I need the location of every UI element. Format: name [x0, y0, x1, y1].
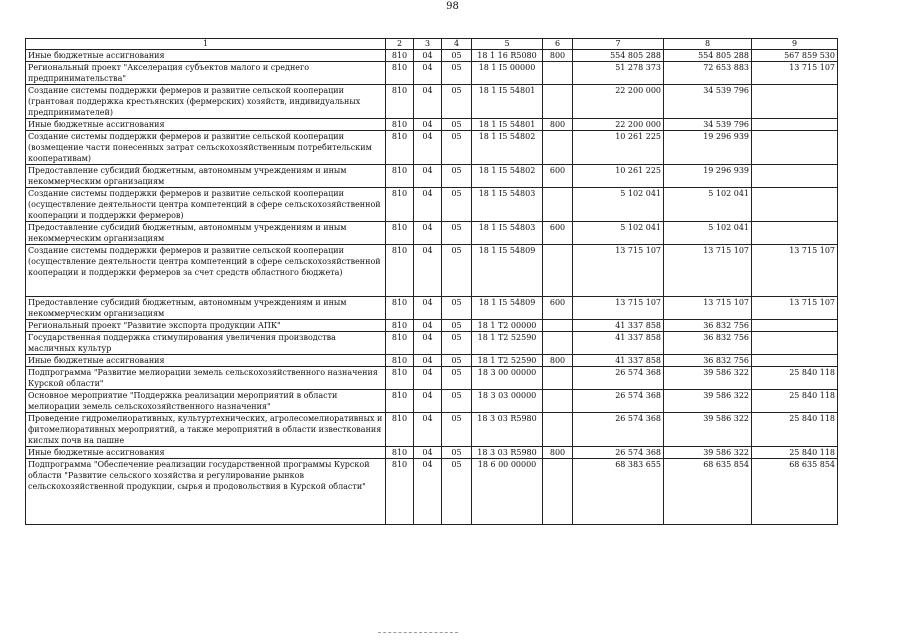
- cell-col-5: 18 1 I5 54801: [472, 119, 543, 131]
- row-name-cell: Иные бюджетные ассигнования: [26, 355, 386, 367]
- cell-col-8: 36 832 756: [664, 320, 752, 332]
- cell-col-7: 51 278 373: [573, 62, 664, 85]
- cell-col-7: 13 715 107: [573, 297, 664, 320]
- row-name-cell: Проведение гидромелиоративных, культуртехнических, агролесомелиоративных и фитомелиоративных мероприятий, а также мероприятий в области известкования кислых почв на пашне: [26, 413, 386, 447]
- table-row: [26, 62, 838, 85]
- cell-col-6: 800: [543, 119, 573, 131]
- cell-col-9: [752, 188, 838, 222]
- cell-col-8: 36 832 756: [664, 355, 752, 367]
- cell-col-6: [543, 188, 573, 222]
- cell-col-3: 04: [414, 165, 442, 188]
- cell-col-5: 18 1 I5 54803: [472, 222, 543, 245]
- table-row: [26, 390, 838, 413]
- table-row: [26, 355, 838, 367]
- cell-col-5: 18 1 I5 54802: [472, 165, 543, 188]
- cell-col-7: 26 574 368: [573, 367, 664, 390]
- cell-col-3: 04: [414, 222, 442, 245]
- cell-col-2: 810: [386, 131, 414, 165]
- cell-col-5: 18 1 T2 00000: [472, 320, 543, 332]
- cell-col-8: 13 715 107: [664, 297, 752, 320]
- cell-col-5: 18 1 I5 54801: [472, 85, 543, 119]
- cell-col-7: 5 102 041: [573, 188, 664, 222]
- cell-col-4: 05: [442, 119, 472, 131]
- cell-col-8: 19 296 939: [664, 131, 752, 165]
- row-name-cell: Основное мероприятие "Поддержка реализации мероприятий в области мелиорации земель сельскохозяйственного назначения": [26, 390, 386, 413]
- cell-col-4: 05: [442, 245, 472, 297]
- table-body: [26, 50, 838, 525]
- row-name-cell: Подпрограмма "Обеспечение реализации государственной программы Курской области "Развитие сельского хозяйства и регулирование рынков сельскохозяйственной продукции, сырья и продовольствия в Курской области": [26, 459, 386, 525]
- cell-col-2: 810: [386, 459, 414, 525]
- column-header-3: 3: [414, 39, 442, 50]
- row-name-cell: Создание системы поддержки фермеров и развитие сельской кооперации (возмещение части понесенных затрат сельскохозяйственным потребительским кооперативам): [26, 131, 386, 165]
- row-name-cell: Государственная поддержка стимулирования увеличения производства масличных культур: [26, 332, 386, 355]
- table-row: [26, 188, 838, 222]
- cell-col-3: 04: [414, 297, 442, 320]
- cell-col-7: 22 200 000: [573, 85, 664, 119]
- cell-col-6: [543, 320, 573, 332]
- cell-col-2: 810: [386, 85, 414, 119]
- cell-col-2: 810: [386, 320, 414, 332]
- cell-col-8: 34 539 796: [664, 119, 752, 131]
- row-name-cell: Иные бюджетные ассигнования: [26, 447, 386, 459]
- row-name-cell: Создание системы поддержки фермеров и развитие сельской кооперации (грантовая поддержка крестьянских (фермерских) хозяйств, индивидуальных предпринимателей): [26, 85, 386, 119]
- cell-col-5: 18 3 03 R5980: [472, 447, 543, 459]
- cell-col-6: [543, 390, 573, 413]
- cell-col-6: 600: [543, 165, 573, 188]
- cell-col-5: 18 6 00 00000: [472, 459, 543, 525]
- budget-table: [25, 38, 838, 525]
- cell-col-3: 04: [414, 459, 442, 525]
- cell-col-7: 5 102 041: [573, 222, 664, 245]
- cell-col-5: 18 3 03 R5980: [472, 413, 543, 447]
- header-row: [26, 39, 838, 50]
- cell-col-4: 05: [442, 222, 472, 245]
- cell-col-3: 04: [414, 131, 442, 165]
- cell-col-9: [752, 320, 838, 332]
- cell-col-6: [543, 413, 573, 447]
- cell-col-4: 05: [442, 413, 472, 447]
- cell-col-7: 13 715 107: [573, 245, 664, 297]
- table-row: [26, 222, 838, 245]
- cell-col-5: 18 1 T2 52590: [472, 332, 543, 355]
- cell-col-4: 05: [442, 320, 472, 332]
- column-header-4: 4: [442, 39, 472, 50]
- column-header-5: 5: [472, 39, 543, 50]
- cell-col-6: 600: [543, 297, 573, 320]
- cell-col-8: 34 539 796: [664, 85, 752, 119]
- cell-col-3: 04: [414, 390, 442, 413]
- cell-col-2: 810: [386, 332, 414, 355]
- cell-col-5: 18 3 03 00000: [472, 390, 543, 413]
- cell-col-9: 13 715 107: [752, 62, 838, 85]
- cell-col-4: 05: [442, 188, 472, 222]
- cell-col-9: 567 859 530: [752, 50, 838, 62]
- cell-col-4: 05: [442, 131, 472, 165]
- cell-col-7: 554 805 288: [573, 50, 664, 62]
- cell-col-9: [752, 355, 838, 367]
- cell-col-3: 04: [414, 367, 442, 390]
- cell-col-3: 04: [414, 85, 442, 119]
- cell-col-2: 810: [386, 188, 414, 222]
- cell-col-2: 810: [386, 119, 414, 131]
- cell-col-8: 39 586 322: [664, 390, 752, 413]
- cell-col-8: 68 635 854: [664, 459, 752, 525]
- cell-col-9: [752, 165, 838, 188]
- table-row: [26, 459, 838, 525]
- cell-col-5: 18 1 T2 52590: [472, 355, 543, 367]
- table-row: [26, 367, 838, 390]
- cell-col-9: 25 840 118: [752, 447, 838, 459]
- cell-col-8: 72 653 883: [664, 62, 752, 85]
- row-name-cell: Предоставление субсидий бюджетным, автономным учреждениям и иным некоммерческим организациям: [26, 222, 386, 245]
- cell-col-8: 5 102 041: [664, 222, 752, 245]
- cell-col-2: 810: [386, 165, 414, 188]
- cell-col-2: 810: [386, 222, 414, 245]
- cell-col-3: 04: [414, 332, 442, 355]
- cell-col-4: 05: [442, 332, 472, 355]
- cell-col-9: 25 840 118: [752, 390, 838, 413]
- row-name-cell: Предоставление субсидий бюджетным, автономным учреждениям и иным некоммерческим организациям: [26, 165, 386, 188]
- table-row: [26, 413, 838, 447]
- table-row: [26, 85, 838, 119]
- table-row: [26, 245, 838, 297]
- cell-col-9: 68 635 854: [752, 459, 838, 525]
- cell-col-9: 13 715 107: [752, 297, 838, 320]
- column-header-1: 1: [26, 39, 386, 50]
- cell-col-2: 810: [386, 413, 414, 447]
- column-header-6: 6: [543, 39, 573, 50]
- cell-col-6: [543, 85, 573, 119]
- cell-col-3: 04: [414, 245, 442, 297]
- row-name-cell: Предоставление субсидий бюджетным, автономным учреждениям и иным некоммерческим организациям: [26, 297, 386, 320]
- table-row: [26, 447, 838, 459]
- cell-col-3: 04: [414, 320, 442, 332]
- cell-col-2: 810: [386, 355, 414, 367]
- row-name-cell: Иные бюджетные ассигнования: [26, 119, 386, 131]
- cell-col-7: 68 383 655: [573, 459, 664, 525]
- cell-col-7: 26 574 368: [573, 390, 664, 413]
- cell-col-4: 05: [442, 355, 472, 367]
- cell-col-5: 18 3 00 00000: [472, 367, 543, 390]
- cell-col-5: 18 1 I5 54803: [472, 188, 543, 222]
- cell-col-9: [752, 222, 838, 245]
- cell-col-9: [752, 119, 838, 131]
- table-row: [26, 297, 838, 320]
- cell-col-7: 26 574 368: [573, 413, 664, 447]
- cell-col-3: 04: [414, 355, 442, 367]
- cell-col-2: 810: [386, 367, 414, 390]
- cell-col-7: 10 261 225: [573, 165, 664, 188]
- cell-col-5: 18 1 I5 54809: [472, 297, 543, 320]
- cell-col-6: [543, 245, 573, 297]
- cell-col-8: 19 296 939: [664, 165, 752, 188]
- cell-col-6: 600: [543, 222, 573, 245]
- cell-col-5: 18 1 I5 54802: [472, 131, 543, 165]
- cell-col-8: 5 102 041: [664, 188, 752, 222]
- cell-col-8: 36 832 756: [664, 332, 752, 355]
- column-header-8: 8: [664, 39, 752, 50]
- cell-col-3: 04: [414, 62, 442, 85]
- cell-col-6: 800: [543, 355, 573, 367]
- cell-col-8: 39 586 322: [664, 367, 752, 390]
- cell-col-2: 810: [386, 447, 414, 459]
- cell-col-4: 05: [442, 390, 472, 413]
- cell-col-4: 05: [442, 459, 472, 525]
- column-header-2: 2: [386, 39, 414, 50]
- column-header-9: 9: [752, 39, 838, 50]
- cell-col-2: 810: [386, 62, 414, 85]
- cell-col-6: 800: [543, 50, 573, 62]
- cell-col-6: [543, 332, 573, 355]
- cell-col-3: 04: [414, 413, 442, 447]
- cell-col-6: [543, 62, 573, 85]
- cell-col-4: 05: [442, 50, 472, 62]
- table-row: [26, 332, 838, 355]
- cell-col-9: [752, 332, 838, 355]
- column-header-7: 7: [573, 39, 664, 50]
- cell-col-8: 39 586 322: [664, 447, 752, 459]
- table-row: [26, 50, 838, 62]
- cell-col-9: [752, 131, 838, 165]
- cell-col-2: 810: [386, 245, 414, 297]
- cell-col-6: [543, 459, 573, 525]
- table-row: [26, 165, 838, 188]
- table-row: [26, 119, 838, 131]
- cell-col-7: 22 200 000: [573, 119, 664, 131]
- cell-col-9: 25 840 118: [752, 413, 838, 447]
- table-row: [26, 320, 838, 332]
- row-name-cell: Создание системы поддержки фермеров и развитие сельской кооперации (осуществление деятельности центра компетенций в сфере сельскохозяйственной кооперации и поддержки фермеров): [26, 188, 386, 222]
- cell-col-3: 04: [414, 50, 442, 62]
- cell-col-5: 18 1 I5 00000: [472, 62, 543, 85]
- cell-col-9: [752, 85, 838, 119]
- cell-col-2: 810: [386, 390, 414, 413]
- row-name-cell: Региональный проект "Развитие экспорта продукции АПК": [26, 320, 386, 332]
- cell-col-4: 05: [442, 367, 472, 390]
- cell-col-6: 800: [543, 447, 573, 459]
- cell-col-4: 05: [442, 447, 472, 459]
- page-bottom-mark: [378, 632, 458, 639]
- cell-col-5: 18 1 I5 54809: [472, 245, 543, 297]
- cell-col-7: 41 337 858: [573, 355, 664, 367]
- cell-col-3: 04: [414, 119, 442, 131]
- cell-col-4: 05: [442, 165, 472, 188]
- cell-col-5: 18 1 16 R5080: [472, 50, 543, 62]
- cell-col-3: 04: [414, 188, 442, 222]
- row-name-cell: Создание системы поддержки фермеров и развитие сельской кооперации (осуществление деятельности центра компетенций в сфере сельскохозяйственной кооперации и поддержки фермеров за счет средств областного бюджета): [26, 245, 386, 297]
- cell-col-7: 41 337 858: [573, 332, 664, 355]
- cell-col-8: 13 715 107: [664, 245, 752, 297]
- cell-col-9: 25 840 118: [752, 367, 838, 390]
- cell-col-2: 810: [386, 297, 414, 320]
- cell-col-7: 41 337 858: [573, 320, 664, 332]
- row-name-cell: Иные бюджетные ассигнования: [26, 50, 386, 62]
- cell-col-8: 554 805 288: [664, 50, 752, 62]
- cell-col-6: [543, 131, 573, 165]
- cell-col-4: 05: [442, 297, 472, 320]
- page-number: 98: [446, 1, 459, 12]
- cell-col-9: 13 715 107: [752, 245, 838, 297]
- table-row: [26, 131, 838, 165]
- cell-col-2: 810: [386, 50, 414, 62]
- cell-col-7: 10 261 225: [573, 131, 664, 165]
- cell-col-4: 05: [442, 62, 472, 85]
- row-name-cell: Региональный проект "Акселерация субъектов малого и среднего предпринимательства": [26, 62, 386, 85]
- cell-col-4: 05: [442, 85, 472, 119]
- cell-col-3: 04: [414, 447, 442, 459]
- row-name-cell: Подпрограмма "Развитие мелиорации земель сельскохозяйственного назначения Курской области": [26, 367, 386, 390]
- cell-col-7: 26 574 368: [573, 447, 664, 459]
- cell-col-6: [543, 367, 573, 390]
- cell-col-8: 39 586 322: [664, 413, 752, 447]
